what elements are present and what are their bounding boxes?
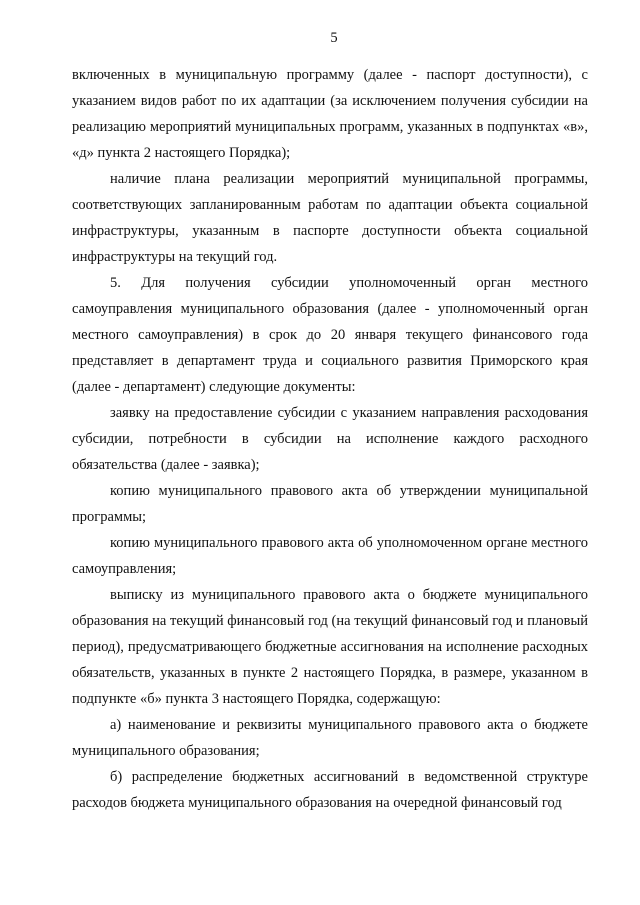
paragraph: выписку из муниципального правового акта о бюджете муниципального образования на текущий финансовый год (на текущий финансовый год и плановый период), предусматривающего бюджетные ассигнования на исполнение расходных обязательств, указанных в пункте 2 настоящего Порядка, в размере, указанном в подпункте «б» пункта 3 настоящего Порядка, содержащую: [72,587,588,707]
paragraph: наличие плана реализации мероприятий муниципальной программы, соответствующих запланированным работам по адаптации объекта социальной инфраструктуры, указанным в паспорте доступности объекта социальной инфраструктуры на текущий год. [72,171,588,265]
paragraph: копию муниципального правового акта об уполномоченном органе местного самоуправления; [72,535,588,577]
paragraph: 5. Для получения субсидии уполномоченный орган местного самоуправления муниципального образования (далее - уполномоченный орган местного самоуправления) в срок до 20 января текущего финансового года представляет в департамент труда и социального развития Приморского края (далее - департамент) следующие документы: [72,275,588,395]
paragraph: копию муниципального правового акта об утверждении муниципальной программы; [72,483,588,525]
paragraph: включенных в муниципальную программу (далее - паспорт доступности), с указанием видов работ по их адаптации (за исключением получения субсидии на реализацию мероприятий муниципальных программ, указанных в подпунктах «в», «д» пункта 2 настоящего Порядка); [72,67,588,161]
page-number: 5 [330,30,338,46]
paragraph: а) наименование и реквизиты муниципального правового акта о бюджете муниципального образования; [72,717,588,759]
document-body [72,62,588,816]
paragraph: заявку на предоставление субсидии с указанием направления расходования субсидии, потребности в субсидии на исполнение каждого расходного обязательства (далее - заявка); [72,405,588,473]
paragraph: б) распределение бюджетных ассигнований в ведомственной структуре расходов бюджета муниципального образования на очередной финансовый год [72,769,588,811]
